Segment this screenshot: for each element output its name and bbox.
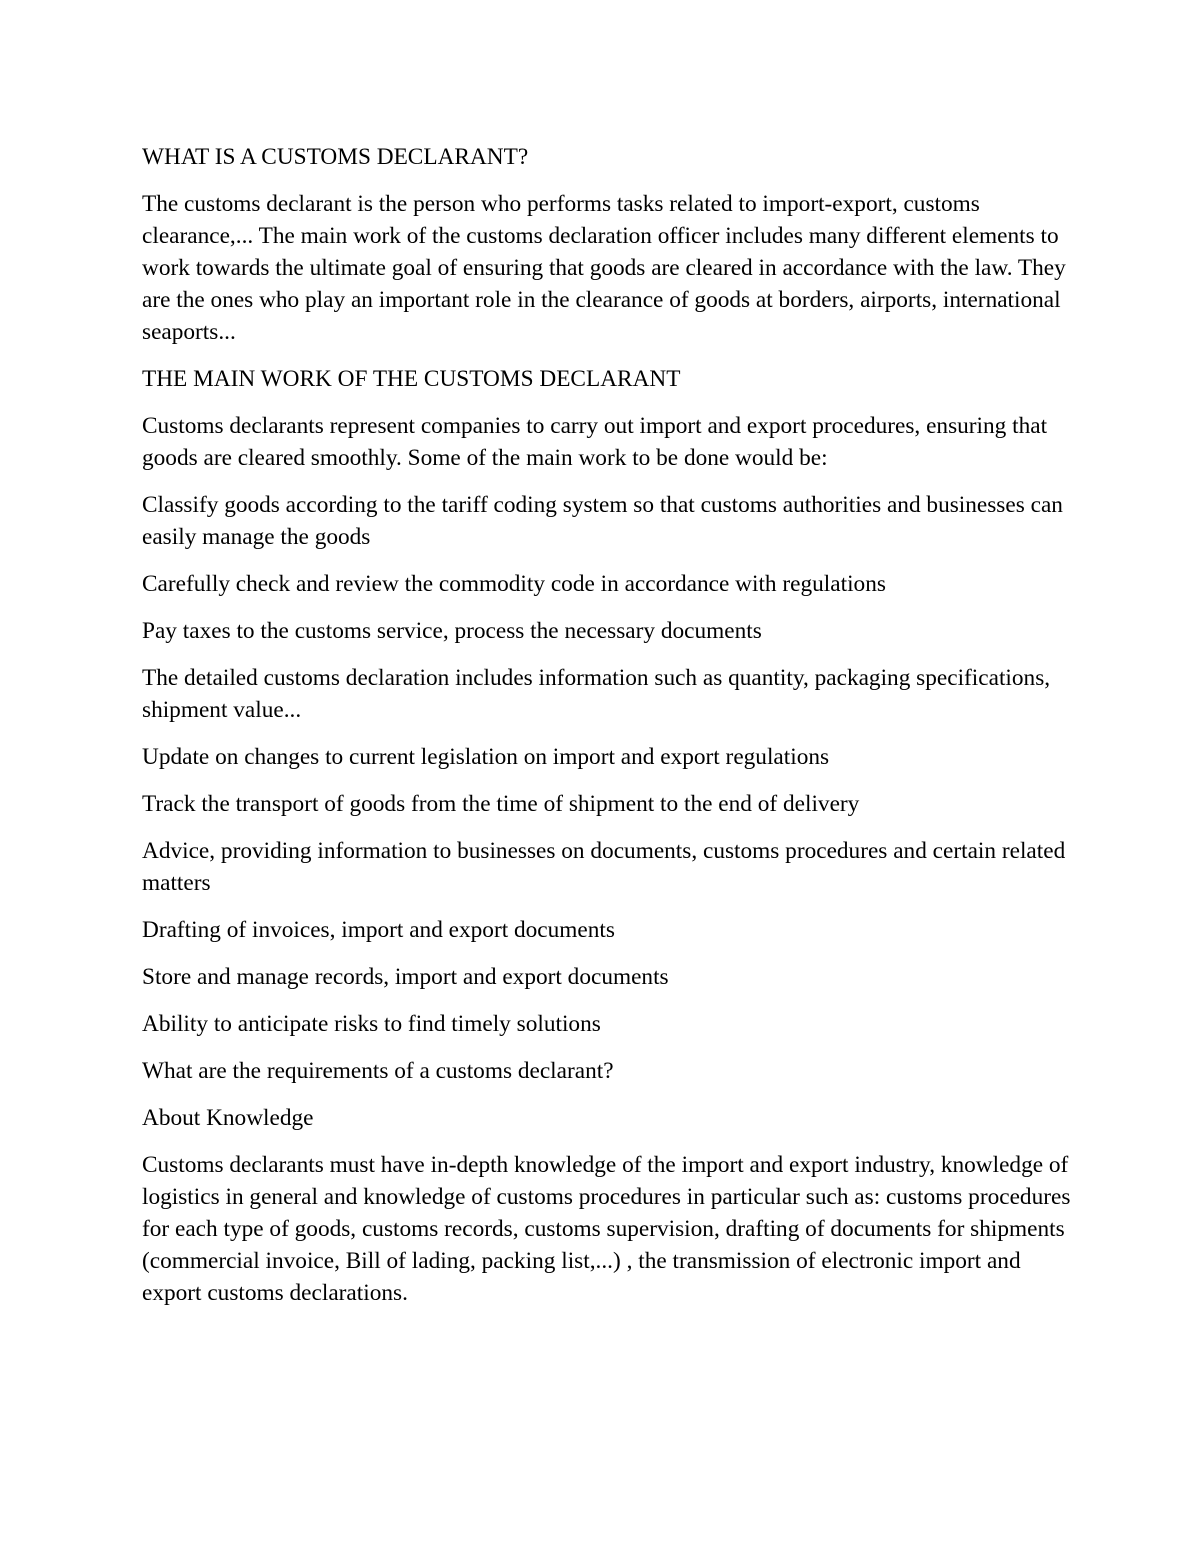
document-body: [142, 141, 1072, 1324]
knowledge-heading: About Knowledge: [142, 1105, 314, 1131]
task-item: Store and manage records, import and export documents: [142, 964, 669, 990]
intro-paragraph: The customs declarant is the person who performs tasks related to import-export, customs clearance,... The main work of the customs declaration officer includes many different elements to work towards the ultimate goal of ensuring that goods are cleared in accordance with the law. They are the ones who play an important role in the clearance of goods at borders, airports, international seaports...: [142, 191, 1066, 345]
task-item: The detailed customs declaration includes information such as quantity, packaging specifications, shipment value...: [142, 665, 1051, 723]
task-item: Advice, providing information to businesses on documents, customs procedures and certain related matters: [142, 838, 1066, 896]
task-item: Track the transport of goods from the time of shipment to the end of delivery: [142, 791, 860, 817]
task-item: Carefully check and review the commodity code in accordance with regulations: [142, 571, 886, 597]
task-item: Update on changes to current legislation on import and export regulations: [142, 744, 830, 770]
knowledge-paragraph: Customs declarants must have in-depth knowledge of the import and export industry, knowledge of logistics in general and knowledge of customs procedures in particular such as: customs procedures for each type of goods, customs records, customs supervision, drafting of documents for shipments (commercial invoice, Bill of lading, packing list,...) , the transmission of electronic import and export customs declarations.: [142, 1152, 1071, 1306]
requirements-question: What are the requirements of a customs declarant?: [142, 1058, 614, 1084]
section-heading-customs-declarant: WHAT IS A CUSTOMS DECLARANT?: [142, 144, 529, 170]
task-item: Ability to anticipate risks to find timely solutions: [142, 1011, 601, 1037]
section-heading-main-work: THE MAIN WORK OF THE CUSTOMS DECLARANT: [142, 366, 681, 392]
task-item: Drafting of invoices, import and export documents: [142, 917, 615, 943]
task-item: Classify goods according to the tariff coding system so that customs authorities and businesses can easily manage the goods: [142, 492, 1063, 550]
main-work-intro-paragraph: Customs declarants represent companies to carry out import and export procedures, ensuring that goods are cleared smoothly. Some of the main work to be done would be:: [142, 413, 1048, 471]
task-item: Pay taxes to the customs service, process the necessary documents: [142, 618, 762, 644]
